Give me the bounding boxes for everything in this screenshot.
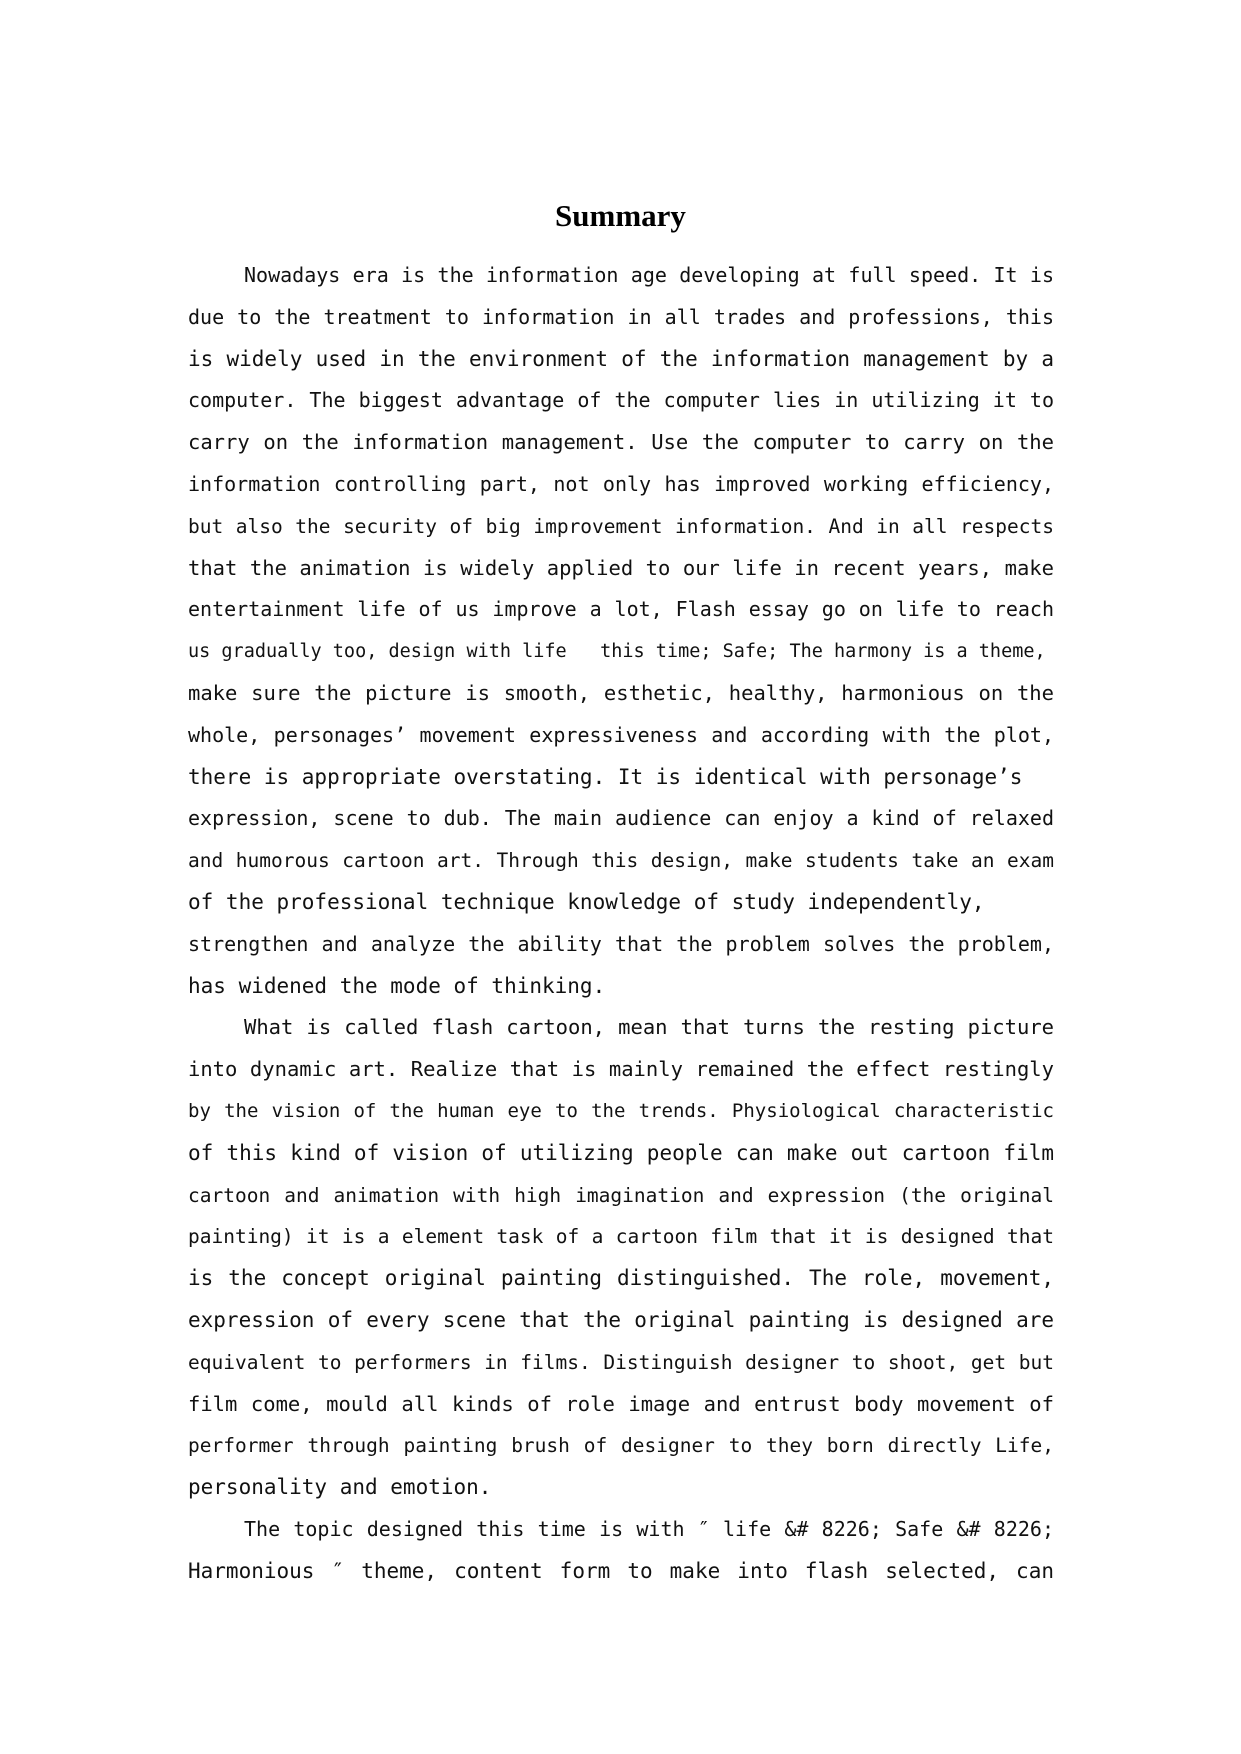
text-line: that the animation is widely applied to our life in recent years, make bbox=[188, 555, 1054, 580]
text-line: computer. The biggest advantage of the computer lies in utilizing it to bbox=[188, 388, 1054, 413]
text-line: of this kind of vision of utilizing people can make out cartoon film bbox=[188, 1140, 1054, 1165]
text-line: personality and emotion. bbox=[188, 1475, 492, 1500]
text-line: painting) it is a element task of a cartoon film that it is designed that bbox=[188, 1225, 1054, 1249]
text-line: expression of every scene that the original painting is designed are bbox=[188, 1307, 1054, 1332]
text-line: us gradually too, design with life this time; Safe; The harmony is a theme, bbox=[188, 641, 1046, 663]
text-line: information controlling part, not only has improved working efficiency, bbox=[188, 471, 1054, 496]
text-line: film come, mould all kinds of role image and entrust body movement of bbox=[188, 1391, 1054, 1416]
text-line: What is called flash cartoon, mean that turns the resting picture bbox=[244, 1015, 1054, 1040]
text-line: equivalent to performers in films. Distinguish designer to shoot, get but bbox=[188, 1350, 1054, 1374]
text-line: expression, scene to dub. The main audience can enjoy a kind of relaxed bbox=[188, 806, 1054, 831]
text-line: performer through painting brush of designer to they born directly Life, bbox=[188, 1434, 1054, 1458]
document-body bbox=[188, 255, 1054, 1593]
text-line: into dynamic art. Realize that is mainly remained the effect restingly bbox=[188, 1057, 1054, 1082]
text-line: Nowadays era is the information age developing at full speed. It is bbox=[244, 263, 1054, 287]
text-line: entertainment life of us improve a lot, Flash essay go on life to reach bbox=[188, 597, 1054, 622]
text-line: due to the treatment to information in all trades and professions, this bbox=[188, 304, 1054, 329]
text-line: cartoon and animation with high imagination and expression (the original bbox=[188, 1183, 1054, 1207]
text-line: by the vision of the human eye to the trends. Physiological characteristic bbox=[188, 1099, 1054, 1122]
text-line: is the concept original painting distinguished. The role, movement, bbox=[188, 1266, 1054, 1291]
text-line: of the professional technique knowledge of study independently, bbox=[188, 889, 985, 914]
text-line: strengthen and analyze the ability that the problem solves the problem, bbox=[188, 931, 1054, 956]
text-line: there is appropriate overstating. It is identical with personage’s bbox=[188, 764, 1023, 789]
text-line: The topic designed this time is with ″ life &# 8226; Safe &# 8226; bbox=[244, 1516, 1054, 1541]
text-line: but also the security of big improvement information. And in all respects bbox=[188, 514, 1054, 538]
text-line: is widely used in the environment of the information management by a bbox=[188, 346, 1054, 371]
text-line: carry on the information management. Use the computer to carry on the bbox=[188, 430, 1054, 455]
text-line: make sure the picture is smooth, esthetic, healthy, harmonious on the bbox=[188, 680, 1054, 705]
document-title: Summary bbox=[555, 198, 686, 233]
text-line: whole, personages’ movement expressiveness and according with the plot, bbox=[188, 722, 1054, 747]
text-line: Harmonious ″ theme, content form to make into flash selected, can bbox=[188, 1558, 1054, 1583]
text-line: and humorous cartoon art. Through this design, make students take an exam bbox=[188, 849, 1054, 873]
text-line: has widened the mode of thinking. bbox=[188, 973, 606, 998]
